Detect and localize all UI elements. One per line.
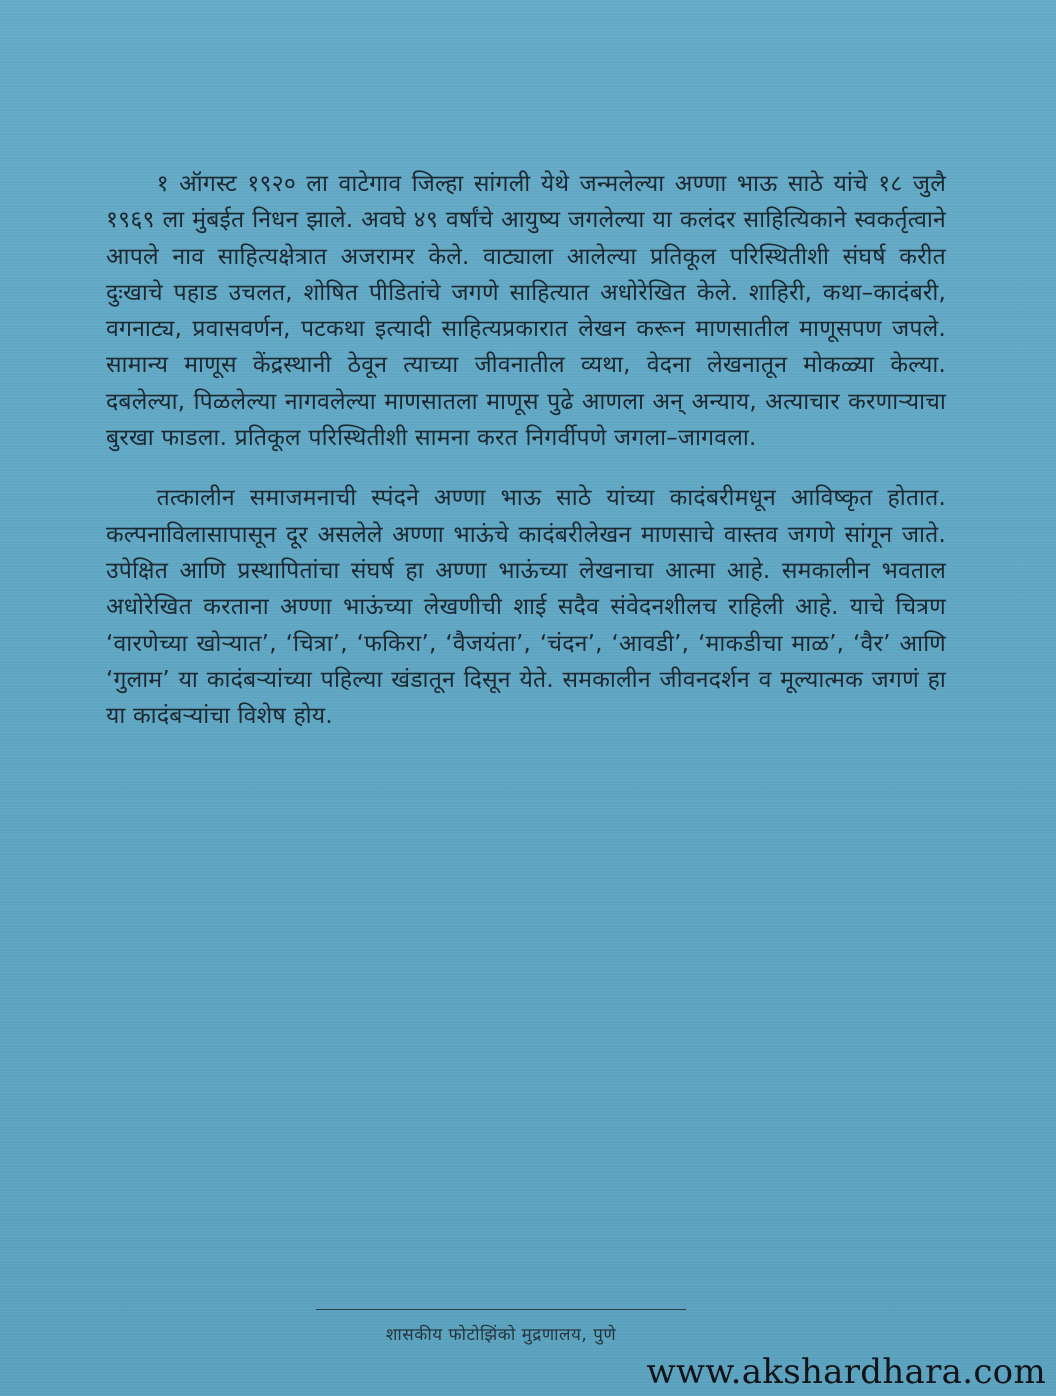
blurb-paragraph-2: तत्कालीन समाजमनाची स्पंदने अण्णा भाऊ साठे यांच्या कादंबरीमधून आविष्कृत होतात. कल्पनाविलासापासून दूर असलेले अण्णा भाऊंचे कादंबरीलेखन माणसाचे वास्तव जगणे सांगून जाते. उपेक्षित आणि प्रस्थापितांचा संघर्ष हा अण्णा भाऊंच्या लेखनाचा आत्मा आहे. समकालीन भवताल अधोरेखित करताना अण्णा भाऊंच्या लेखणीची शाई सदैव संवेदनशीलच राहिली आहे. याचे चित्रण ‘वारणेच्या खोऱ्यात’, ‘चित्रा’, ‘फकिरा’, ‘वैजयंता’, ‘चंदन’, ‘आवडी’, ‘माकडीचा माळ’, ‘वैर’ आणि ‘गुलाम’ या कादंबऱ्यांच्या पहिल्या खंडातून दिसून येते. समकालीन जीवनदर्शन व मूल्यात्मक जगणं हा या कादंबऱ्यांचा विशेष होय. <box>106 485 946 730</box>
blurb-text <box>106 166 946 734</box>
printer-credit: शासकीय फोटोझिंको मुद्रणालय, पुणे <box>385 1325 617 1345</box>
website-watermark: www.akshardhara.com <box>646 1352 1046 1392</box>
footer-divider <box>316 1309 686 1310</box>
blurb-paragraph-1: १ ऑगस्ट १९२० ला वाटेगाव जिल्हा सांगली येथे जन्मलेल्या अण्णा भाऊ साठे यांचे १८ जुलै १९६९ ला मुंबईत निधन झाले. अवघे ४९ वर्षांचे आयुष्य जगलेल्या या कलंदर साहित्यिकाने स्वकर्तृत्वाने आपले नाव साहित्यक्षेत्रात अजरामर केले. वाट्याला आलेल्या प्रतिकूल परिस्थितीशी संघर्ष करीत दुःखाचे पहाड उचलत, शोषित पीडितांचे जगणे साहित्यात अधोरेखित केले. शाहिरी, कथा–कादंबरी, वगनाट्य, प्रवासवर्णन, पटकथा इत्यादी साहित्यप्रकारात लेखन करून माणसातील माणूसपण जपले. सामान्य माणूस केंद्रस्थानी ठेवून त्याच्या जीवनातील व्यथा, वेदना लेखनातून मोकळ्या केल्या. दबलेल्या, पिळलेल्या नागवलेल्या माणसातला माणूस पुढे आणला अन् अन्याय, अत्याचार करणाऱ्याचा बुरखा फाडला. प्रतिकूल परिस्थितीशी सामना करत निगर्वीपणे जगला–जागवला. <box>106 171 946 452</box>
